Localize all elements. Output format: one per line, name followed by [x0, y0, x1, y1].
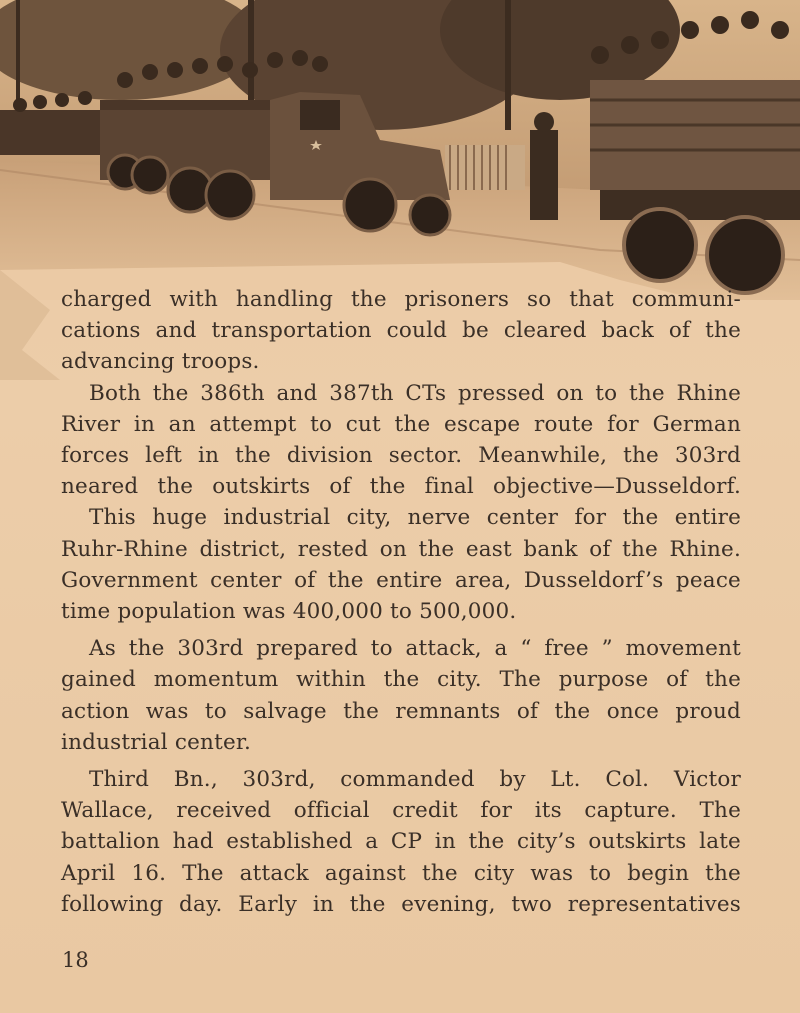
torn-page-corner	[0, 270, 60, 380]
paragraph-3	[61, 502, 741, 627]
text-line: charged with handling the prisoners so that communi-	[61, 287, 741, 312]
text-line: action was to salvage the remnants of the once proud	[61, 698, 741, 724]
military-trucks-convoy-photo	[0, 0, 800, 300]
text-line: time population was 400,000 to 500,000.	[61, 599, 517, 625]
text-line: This huge industrial city, nerve center for the entire	[89, 505, 741, 531]
text-line: battalion had established a CP in the city’s outskirts late	[61, 829, 741, 855]
text-line: Third Bn., 303rd, commanded by Lt. Col. Victor	[89, 767, 741, 793]
text-line: Wallace, received official credit for its capture. The	[61, 798, 741, 824]
text-line: neared the outskirts of the final objective—Dusseldorf.	[61, 474, 741, 500]
text-line: cations and transportation could be cleared back of the	[61, 318, 741, 344]
text-line: following day. Early in the evening, two representatives	[61, 891, 741, 917]
text-line: River in an attempt to cut the escape route for German	[61, 411, 741, 437]
paragraph-5	[61, 764, 741, 920]
paragraph-4	[61, 633, 741, 758]
text-line: Both the 386th and 387th CTs pressed on to the Rhine	[89, 380, 741, 406]
body-text	[61, 284, 741, 920]
text-line: As the 303rd prepared to attack, a “ free ” movement	[89, 636, 741, 662]
text-line: forces left in the division sector. Meanwhile, the 303rd	[61, 443, 741, 469]
text-line: Ruhr-Rhine district, rested on the east bank of the Rhine.	[61, 536, 741, 562]
page-number: 18	[62, 948, 89, 972]
paragraph-2	[61, 378, 741, 503]
text-line: April 16. The attack against the city was to begin the	[61, 860, 741, 886]
paragraph-1	[61, 284, 741, 378]
text-line: Government center of the entire area, Dusseldorf’s peace	[61, 567, 741, 593]
text-line: gained momentum within the city. The purpose of the	[61, 667, 741, 693]
text-line: industrial center.	[61, 729, 252, 755]
text-line: advancing troops.	[61, 349, 260, 375]
